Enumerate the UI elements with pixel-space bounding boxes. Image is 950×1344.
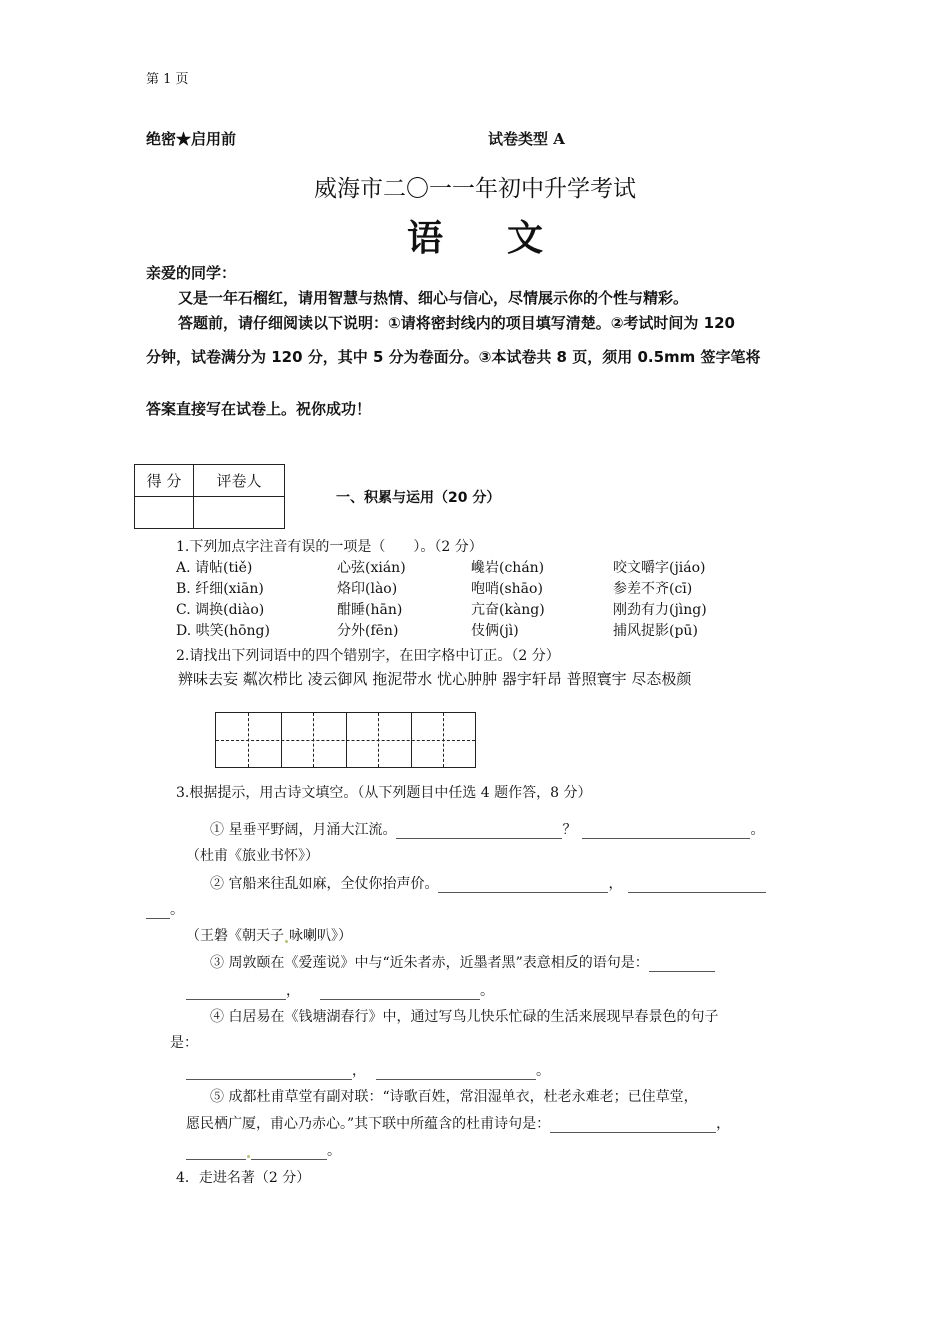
q2-words: 辨味去妄 粼次栉比 凌云御风 拖泥带水 忧心肿肿 器宇轩昂 普照寰宇 尽态极颜 [178, 670, 692, 688]
intro-line-1: 又是一年石榴红，请用智慧与热情、细心与信心，尽情展示你的个性与精彩。 [178, 289, 689, 307]
q3-item-2 [210, 873, 766, 893]
q3-item-3-cont [186, 980, 494, 1000]
q3-item-1-text: ① 星垂平野阔，月涌大江流。 [210, 822, 397, 838]
page-number: 第 1 页 [146, 72, 189, 87]
grid-dash [313, 713, 314, 767]
answer-blank[interactable] [649, 957, 715, 972]
q3-item-4-punct: ， [352, 1063, 366, 1079]
q3-item-2-punct: ， [608, 876, 623, 892]
q3-item-3-punct: ， [286, 983, 300, 999]
grid-divider [346, 713, 347, 767]
answer-blank[interactable] [582, 824, 750, 839]
option-a-word-3: 巉岩(chán) [471, 560, 545, 576]
q3-item-1-end: 。 [750, 822, 765, 838]
tianzige-grid[interactable] [215, 712, 476, 768]
grid-dash [248, 713, 249, 767]
answer-blank[interactable] [186, 1065, 352, 1080]
option-a-word-1: A. 请帖(tiě) [176, 560, 253, 576]
grid-divider [411, 713, 412, 767]
q3-item-2-source [186, 925, 352, 945]
grid-divider [281, 713, 282, 767]
q3-item-2-text: ② 官船来往乱如麻，全仗你抬声价。 [210, 876, 439, 892]
q4-stem: 4．走进名著（2 分） [176, 1170, 311, 1186]
q3-item-1-punct: ？ [562, 822, 577, 838]
q3-item-4-answers [186, 1060, 550, 1080]
option-b-word-2: 烙印(lào) [337, 581, 398, 597]
intro-line-4: 答案直接写在试卷上。祝你成功！ [146, 400, 372, 418]
score-header: 得 分 [135, 465, 194, 497]
grader-header: 评卷人 [194, 465, 285, 497]
option-d-word-4: 捕风捉影(pū) [613, 623, 698, 639]
answer-blank[interactable] [376, 1065, 536, 1080]
subject-title: 语文 [406, 218, 607, 259]
q3-item-3-text: ③ 周敦颐在《爱莲说》中与“近朱者赤，近墨者黑”表意相反的语句是： [210, 955, 649, 971]
option-d-word-2: 分外(fēn) [337, 623, 399, 639]
q3-item-5-text: 愿民栖广厦，甫心乃赤心。”其下联中所蕴含的杜甫诗句是： [186, 1116, 551, 1132]
q2-stem: 2.请找出下列词语中的四个错别字，在田字格中订正。（2 分） [176, 648, 560, 664]
exam-title: 威海市二〇一一年初中升学考试 [314, 176, 636, 202]
q3-item-3 [210, 952, 715, 972]
option-c-word-1: C. 调换(diào) [176, 602, 265, 618]
option-a-word-2: 心弦(xián) [337, 560, 406, 576]
secret-label: 绝密★启用前 [146, 130, 237, 148]
option-a-word-4: 咬文嚼字(jiáo) [613, 560, 706, 576]
intro-line-3: 分钟，试卷满分为 120 分，其中 5 分为卷面分。③本试卷共 8 页，须用 0.5mm 签字笔将 [146, 348, 761, 366]
q3-item-1 [210, 819, 764, 839]
separator-dot [285, 940, 288, 943]
answer-blank[interactable] [146, 904, 170, 919]
greeting: 亲爱的同学： [146, 264, 237, 282]
q3-item-3-end: 。 [480, 983, 494, 999]
grader-cell[interactable] [194, 497, 285, 529]
answer-blank[interactable] [396, 824, 562, 839]
q3-item-2-cont [146, 899, 184, 919]
paper-type: 试卷类型 A [488, 130, 565, 148]
q3-item-1-source: （杜甫《旅业书怀》） [186, 848, 319, 864]
intro-line-2: 答题前，请仔细阅读以下说明：①请将密封线内的项目填写清楚。②考试时间为 120 [178, 314, 735, 332]
q3-item-5-cont [186, 1113, 730, 1133]
q3-item-5-punct: ， [716, 1116, 731, 1132]
q3-item-4: ④ 白居易在《钱塘湖春行》中，通过写鸟儿快乐忙碌的生活来展现早春景色的句子 [210, 1009, 719, 1025]
answer-blank[interactable] [186, 985, 286, 1000]
q3-item-5-answer [186, 1140, 341, 1160]
q1-stem: 1.下列加点字注音有误的一项是（ ）。（2 分） [176, 539, 483, 555]
option-b-word-3: 咆哨(shāo) [471, 581, 543, 597]
grid-dash [378, 713, 379, 767]
answer-blank[interactable] [438, 878, 608, 893]
answer-blank[interactable] [186, 1145, 246, 1160]
grid-dash [443, 713, 444, 767]
q3-item-5-end: 。 [327, 1143, 341, 1159]
option-c-word-3: 亢奋(kàng) [471, 602, 545, 618]
section-title: 一、积累与运用（20 分） [336, 490, 501, 506]
answer-blank[interactable] [550, 1118, 716, 1133]
answer-blank[interactable] [628, 878, 766, 893]
option-c-word-4: 刚劲有力(jìng) [613, 602, 707, 618]
q3-item-2-end: 。 [170, 902, 184, 918]
q3-stem: 3.根据提示，用古诗文填空。（从下列题目中任选 4 题作答，8 分） [176, 785, 592, 801]
answer-blank[interactable] [320, 985, 480, 1000]
option-d-word-1: D. 哄笑(hōng) [176, 623, 270, 639]
score-table [134, 464, 285, 529]
option-d-word-3: 伎俩(jì) [471, 623, 519, 639]
q3-item-2-source-b: 咏喇叭》） [289, 928, 352, 944]
option-b-word-1: B. 纤细(xiān) [176, 581, 264, 597]
score-cell[interactable] [135, 497, 194, 529]
answer-blank[interactable] [251, 1145, 327, 1160]
option-c-word-2: 酣睡(hān) [337, 602, 403, 618]
q3-item-4-cont: 是： [170, 1035, 198, 1051]
q3-item-2-source-a: （王磐《朝天子 [186, 928, 284, 944]
q3-item-4-end: 。 [536, 1063, 550, 1079]
separator-dot [247, 1155, 250, 1158]
option-b-word-4: 参差不齐(cī) [613, 581, 693, 597]
q3-item-5: ⑤ 成都杜甫草堂有副对联：“诗歌百姓，常泪湿单衣，杜老永难老；已住草堂， [210, 1089, 698, 1105]
